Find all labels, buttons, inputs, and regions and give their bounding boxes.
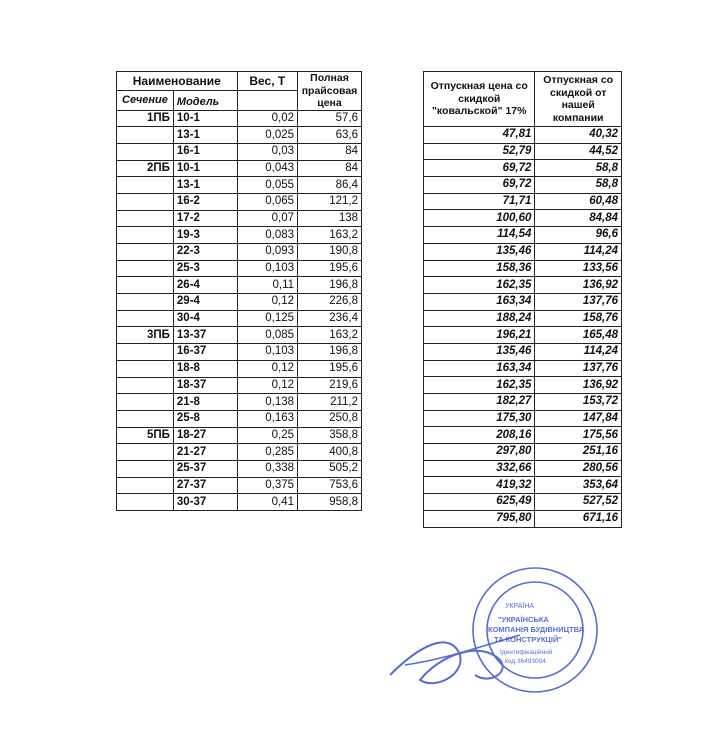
- table-row: [117, 427, 362, 444]
- table-row: [424, 193, 622, 210]
- model-cell: 17-2: [173, 210, 237, 227]
- table-row: [424, 377, 622, 394]
- price-kovalska-cell: 114,54: [424, 227, 535, 244]
- table-row: [117, 193, 362, 210]
- model-cell: 18-27: [173, 427, 237, 444]
- weight-cell: 0,043: [237, 160, 297, 177]
- price-kovalska-cell: 175,30: [424, 410, 535, 427]
- weight-cell: 0,103: [237, 260, 297, 277]
- price-cell: 63,6: [298, 127, 362, 144]
- table-row: [424, 293, 622, 310]
- price-kovalska-cell: 419,32: [424, 477, 535, 494]
- weight-cell: 0,025: [237, 127, 297, 144]
- price-cell: 196,8: [298, 344, 362, 361]
- section-cell: [117, 143, 174, 160]
- weight-cell: 0,125: [237, 310, 297, 327]
- price-company-cell: 280,56: [535, 460, 622, 477]
- section-cell: [117, 444, 174, 461]
- price-company-cell: 84,84: [535, 210, 622, 227]
- table-row: [424, 494, 622, 511]
- price-cell: 196,8: [298, 277, 362, 294]
- header-full-price: Полная прайсовая цена: [298, 72, 362, 111]
- weight-cell: 0,12: [237, 360, 297, 377]
- model-cell: 30-4: [173, 310, 237, 327]
- price-company-cell: 114,24: [535, 243, 622, 260]
- price-cell: 138: [298, 210, 362, 227]
- price-cell: 250,8: [298, 410, 362, 427]
- price-company-cell: 58,8: [535, 177, 622, 194]
- weight-cell: 0,338: [237, 460, 297, 477]
- price-kovalska-cell: 182,27: [424, 394, 535, 411]
- price-company-cell: 40,32: [535, 127, 622, 144]
- model-cell: 25-3: [173, 260, 237, 277]
- price-kovalska-cell: 332,66: [424, 460, 535, 477]
- price-kovalska-cell: 163,34: [424, 293, 535, 310]
- model-cell: 18-37: [173, 377, 237, 394]
- price-table-right: [423, 71, 622, 528]
- table-row: [424, 210, 622, 227]
- table-row: [424, 177, 622, 194]
- table-row: [424, 444, 622, 461]
- section-cell: 2ПБ: [117, 160, 174, 177]
- price-kovalska-cell: 47,81: [424, 127, 535, 144]
- price-cell: 505,2: [298, 460, 362, 477]
- table-row: [117, 227, 362, 244]
- model-cell: 19-3: [173, 227, 237, 244]
- price-company-cell: 114,24: [535, 343, 622, 360]
- price-company-cell: 60,48: [535, 193, 622, 210]
- section-cell: [117, 344, 174, 361]
- weight-cell: 0,285: [237, 444, 297, 461]
- header-model: Модель: [173, 91, 237, 110]
- model-cell: 13-1: [173, 127, 237, 144]
- weight-cell: 0,02: [237, 110, 297, 127]
- table-row: [424, 160, 622, 177]
- price-table-left: [116, 71, 362, 511]
- price-kovalska-cell: 162,35: [424, 277, 535, 294]
- model-cell: 29-4: [173, 294, 237, 311]
- weight-cell: 0,03: [237, 143, 297, 160]
- price-cell: 84: [298, 143, 362, 160]
- table-row: [117, 210, 362, 227]
- section-cell: [117, 210, 174, 227]
- price-company-cell: 153,72: [535, 394, 622, 411]
- price-kovalska-cell: 69,72: [424, 177, 535, 194]
- table-row: [117, 177, 362, 194]
- table-row: [117, 244, 362, 261]
- model-cell: 18-8: [173, 360, 237, 377]
- price-kovalska-cell: 69,72: [424, 160, 535, 177]
- header-weight: Вес, Т: [237, 72, 297, 91]
- header-price-kovalska: Отпускная цена со скидкой "ковальской" 17%: [424, 72, 535, 127]
- table-row: [117, 260, 362, 277]
- table-row: [424, 460, 622, 477]
- model-cell: 10-1: [173, 160, 237, 177]
- svg-text:Ідентифікаційний: Ідентифікаційний: [500, 649, 553, 656]
- price-cell: 86,4: [298, 177, 362, 194]
- section-cell: [117, 244, 174, 261]
- price-kovalska-cell: 135,46: [424, 243, 535, 260]
- price-company-cell: 96,6: [535, 227, 622, 244]
- price-cell: 84: [298, 160, 362, 177]
- section-cell: [117, 177, 174, 194]
- price-company-cell: 147,84: [535, 410, 622, 427]
- model-cell: 16-2: [173, 193, 237, 210]
- model-cell: 22-3: [173, 244, 237, 261]
- price-cell: 358,8: [298, 427, 362, 444]
- table-row: [117, 394, 362, 411]
- price-cell: 195,6: [298, 260, 362, 277]
- table-row: [117, 344, 362, 361]
- price-company-cell: 133,56: [535, 260, 622, 277]
- weight-cell: 0,065: [237, 193, 297, 210]
- table-row: [117, 494, 362, 511]
- section-cell: [117, 193, 174, 210]
- svg-text:УКРАЇНА: УКРАЇНА: [505, 603, 535, 610]
- price-kovalska-cell: 162,35: [424, 377, 535, 394]
- price-kovalska-cell: 196,21: [424, 327, 535, 344]
- header-section: Сечение: [117, 91, 174, 110]
- weight-cell: 0,12: [237, 294, 297, 311]
- price-kovalska-cell: 71,71: [424, 193, 535, 210]
- weight-cell: 0,07: [237, 210, 297, 227]
- price-kovalska-cell: 795,80: [424, 510, 535, 527]
- svg-text:"УКРАЇНСЬКА: "УКРАЇНСЬКА: [498, 615, 549, 624]
- price-company-cell: 527,52: [535, 494, 622, 511]
- price-company-cell: 353,64: [535, 477, 622, 494]
- table-row: [424, 227, 622, 244]
- section-cell: [117, 394, 174, 411]
- price-cell: 400,8: [298, 444, 362, 461]
- price-kovalska-cell: 297,80: [424, 444, 535, 461]
- price-company-cell: 251,16: [535, 444, 622, 461]
- model-cell: 30-37: [173, 494, 237, 511]
- price-kovalska-cell: 135,46: [424, 343, 535, 360]
- price-cell: 163,2: [298, 327, 362, 344]
- weight-cell: 0,375: [237, 477, 297, 494]
- model-cell: 25-8: [173, 410, 237, 427]
- table-row: [117, 127, 362, 144]
- price-cell: 226,8: [298, 294, 362, 311]
- table-row: [117, 444, 362, 461]
- weight-cell: 0,138: [237, 394, 297, 411]
- weight-cell: 0,11: [237, 277, 297, 294]
- table-row: [117, 377, 362, 394]
- company-stamp-and-signature: [380, 560, 610, 710]
- weight-cell: 0,103: [237, 344, 297, 361]
- table-row: [424, 327, 622, 344]
- section-cell: [117, 260, 174, 277]
- section-cell: [117, 410, 174, 427]
- weight-cell: 0,093: [237, 244, 297, 261]
- price-company-cell: 137,76: [535, 293, 622, 310]
- header-name: Наименование: [117, 72, 238, 91]
- price-kovalska-cell: 188,24: [424, 310, 535, 327]
- price-company-cell: 175,56: [535, 427, 622, 444]
- header-weight-blank: [237, 91, 297, 110]
- price-company-cell: 44,52: [535, 143, 622, 160]
- section-cell: [117, 227, 174, 244]
- price-cell: 958,8: [298, 494, 362, 511]
- table-row: [117, 310, 362, 327]
- weight-cell: 0,41: [237, 494, 297, 511]
- section-cell: 1ПБ: [117, 110, 174, 127]
- section-cell: 5ПБ: [117, 427, 174, 444]
- weight-cell: 0,085: [237, 327, 297, 344]
- table-row: [424, 510, 622, 527]
- model-cell: 13-37: [173, 327, 237, 344]
- section-cell: [117, 277, 174, 294]
- svg-text:код 36493004: код 36493004: [505, 658, 546, 665]
- price-cell: 211,2: [298, 394, 362, 411]
- table-row: [424, 143, 622, 160]
- table-row: [424, 243, 622, 260]
- section-cell: [117, 310, 174, 327]
- price-cell: 57,6: [298, 110, 362, 127]
- table-row: [424, 343, 622, 360]
- table-row: [117, 160, 362, 177]
- weight-cell: 0,055: [237, 177, 297, 194]
- table-row: [424, 427, 622, 444]
- section-cell: [117, 494, 174, 511]
- model-cell: 27-37: [173, 477, 237, 494]
- table-row: [424, 360, 622, 377]
- table-row: [117, 110, 362, 127]
- model-cell: 21-27: [173, 444, 237, 461]
- table-row: [117, 143, 362, 160]
- price-company-cell: 671,16: [535, 510, 622, 527]
- svg-text:КОМПАНІЯ БУДІВНИЦТВА: КОМПАНІЯ БУДІВНИЦТВА: [488, 625, 585, 634]
- section-cell: [117, 294, 174, 311]
- price-cell: 195,6: [298, 360, 362, 377]
- price-company-cell: 58,8: [535, 160, 622, 177]
- model-cell: 26-4: [173, 277, 237, 294]
- table-row: [424, 310, 622, 327]
- table-row: [424, 410, 622, 427]
- model-cell: 16-37: [173, 344, 237, 361]
- model-cell: 25-37: [173, 460, 237, 477]
- model-cell: 16-1: [173, 143, 237, 160]
- weight-cell: 0,083: [237, 227, 297, 244]
- price-company-cell: 158,76: [535, 310, 622, 327]
- section-cell: 3ПБ: [117, 327, 174, 344]
- price-kovalska-cell: 163,34: [424, 360, 535, 377]
- price-kovalska-cell: 158,36: [424, 260, 535, 277]
- price-kovalska-cell: 52,79: [424, 143, 535, 160]
- price-kovalska-cell: 208,16: [424, 427, 535, 444]
- weight-cell: 0,12: [237, 377, 297, 394]
- model-cell: 13-1: [173, 177, 237, 194]
- section-cell: [117, 360, 174, 377]
- weight-cell: 0,25: [237, 427, 297, 444]
- table-row: [424, 127, 622, 144]
- price-cell: 236,4: [298, 310, 362, 327]
- section-cell: [117, 127, 174, 144]
- table-row: [117, 410, 362, 427]
- price-kovalska-cell: 625,49: [424, 494, 535, 511]
- price-cell: 219,6: [298, 377, 362, 394]
- svg-text:ТА КОНСТРУКЦІЙ": ТА КОНСТРУКЦІЙ": [494, 635, 562, 644]
- table-row: [424, 277, 622, 294]
- price-cell: 753,6: [298, 477, 362, 494]
- table-row: [117, 294, 362, 311]
- price-kovalska-cell: 100,60: [424, 210, 535, 227]
- model-cell: 21-8: [173, 394, 237, 411]
- table-row: [424, 260, 622, 277]
- table-row: [424, 394, 622, 411]
- section-cell: [117, 460, 174, 477]
- table-row: [117, 477, 362, 494]
- table-row: [117, 327, 362, 344]
- table-row: [117, 360, 362, 377]
- header-price-company: Отпускная со скидкой от нашей компании: [535, 72, 622, 127]
- price-cell: 121,2: [298, 193, 362, 210]
- table-row: [117, 460, 362, 477]
- model-cell: 10-1: [173, 110, 237, 127]
- price-company-cell: 136,92: [535, 377, 622, 394]
- price-cell: 163,2: [298, 227, 362, 244]
- section-cell: [117, 477, 174, 494]
- price-cell: 190,8: [298, 244, 362, 261]
- table-row: [424, 477, 622, 494]
- weight-cell: 0,163: [237, 410, 297, 427]
- table-row: [117, 277, 362, 294]
- section-cell: [117, 377, 174, 394]
- price-company-cell: 136,92: [535, 277, 622, 294]
- price-company-cell: 137,76: [535, 360, 622, 377]
- price-company-cell: 165,48: [535, 327, 622, 344]
